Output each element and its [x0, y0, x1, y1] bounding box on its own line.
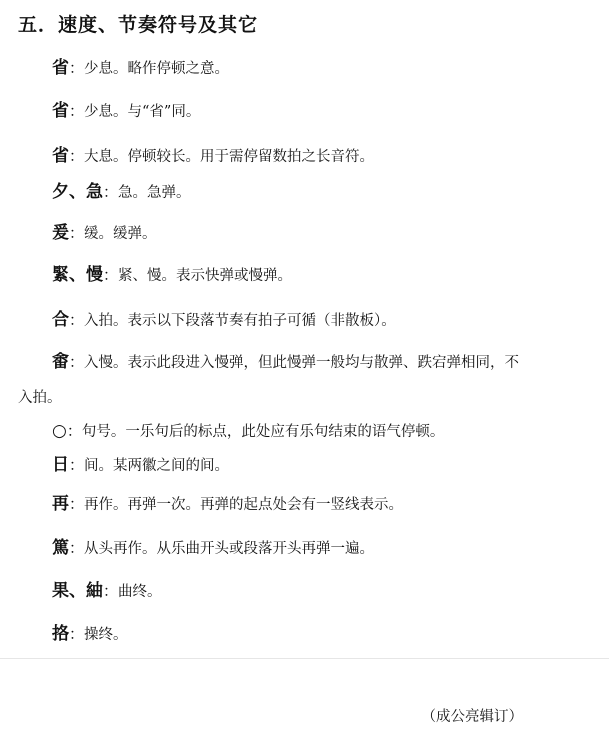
notation-symbol: 再 [52, 494, 69, 514]
entry-separator: ： [69, 456, 85, 474]
notation-symbol: 畬 [52, 352, 69, 372]
notation-symbol: 日 [52, 455, 69, 475]
entry-description: 曲终。 [118, 584, 162, 600]
entry-description: 大息。停顿较长。用于需停留数拍之长音符。 [84, 149, 375, 165]
entry-row [52, 223, 579, 244]
notation-symbol: 省 [52, 101, 69, 121]
entry-description: 紧、慢。表示快弹或慢弹。 [118, 268, 293, 284]
notation-symbol: 緊、慢 [52, 265, 103, 285]
entry-description: 少息。与“省”同。 [84, 104, 201, 120]
entry-description-continued: 入拍。 [18, 390, 62, 406]
entry-description: 再作。再弹一次。再弹的起点处会有一竖线表示。 [84, 497, 404, 513]
entry-row [52, 624, 579, 645]
entry-description: 缓。缓弹。 [84, 226, 157, 242]
entry-description: 句号。一乐句后的标点，此处应有乐句结束的语气停顿。 [81, 424, 445, 440]
entry-separator: ： [103, 266, 119, 284]
entry-separator: ： [69, 224, 85, 242]
entry-description: 急。急弹。 [118, 185, 191, 201]
entry-separator: ： [66, 422, 82, 440]
entry-row [52, 265, 579, 286]
entry-separator: ： [103, 582, 119, 600]
entry-row [52, 101, 579, 122]
entry-row [52, 494, 579, 515]
section-divider [0, 658, 609, 659]
section-heading: 五．速度、节奏符号及其它 [18, 14, 259, 36]
entry-separator: ： [69, 539, 85, 557]
entry-separator: ： [69, 59, 85, 77]
notation-symbol: 省 [52, 146, 69, 166]
entry-description: 操终。 [84, 627, 128, 643]
entry-separator: ： [69, 353, 85, 371]
notation-symbol: 爰 [52, 223, 69, 243]
notation-symbol: 果、紬 [52, 581, 103, 601]
notation-symbol: 省 [52, 58, 69, 78]
entry-description: 入拍。表示以下段落节奏有拍子可循（非散板）。 [84, 313, 396, 329]
entry-separator: ： [69, 147, 85, 165]
entry-row [52, 58, 579, 79]
notation-symbol: 篤 [52, 538, 69, 558]
entry-separator: ： [69, 102, 85, 120]
editor-credit: （成公亮辑订） [421, 709, 523, 725]
entry-description: 入慢。表示此段进入慢弹，但此慢弹一般均与散弹、跌宕弹相同，不 [84, 355, 520, 371]
entry-description: 从头再作。从乐曲开头或段落开头再弹一遍。 [84, 541, 375, 557]
entry-row [52, 352, 579, 373]
entry-separator: ： [103, 183, 119, 201]
entry-separator: ： [69, 495, 85, 513]
entry-description: 间。某两徽之间的间。 [84, 458, 230, 474]
notation-symbol: ○ [52, 421, 67, 441]
entry-row [52, 421, 579, 442]
entry-row [52, 310, 579, 331]
notation-symbol: 挌 [52, 624, 69, 644]
entry-row [52, 538, 579, 559]
entry-row [52, 146, 579, 167]
entry-row [52, 182, 579, 203]
entry-separator: ： [69, 625, 85, 643]
notation-symbol: 合 [52, 310, 69, 330]
entry-separator: ： [69, 311, 85, 329]
entry-row [52, 581, 579, 602]
notation-symbol: 夕、急 [52, 182, 103, 202]
entry-row [52, 455, 579, 476]
entry-description: 少息。略作停顿之意。 [84, 61, 230, 77]
